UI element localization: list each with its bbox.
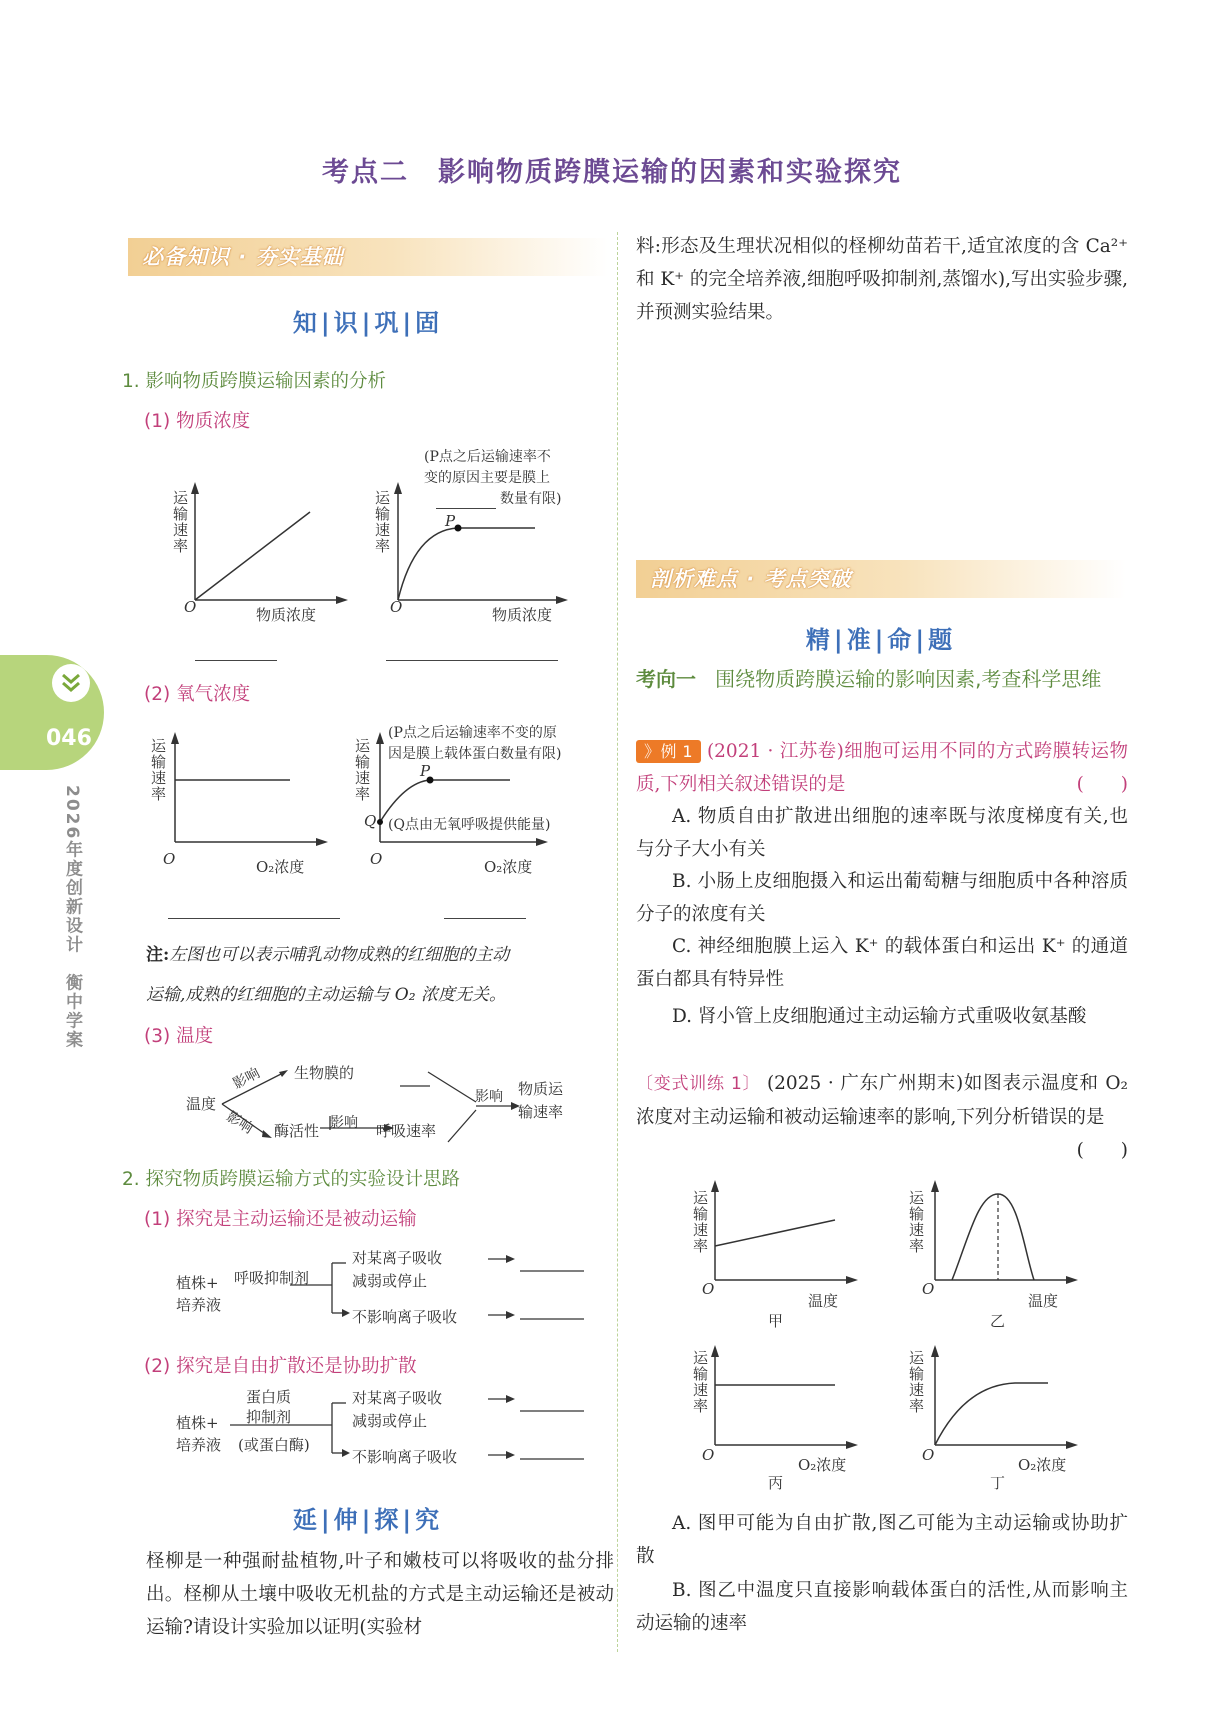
graph-bing — [700, 1345, 850, 1465]
section-banner-basics: 必备知识 · 夯实基础 — [128, 238, 608, 276]
direction-label: 考向一 — [636, 667, 696, 691]
g2-note-line1: (P点之后运输速率不 — [424, 449, 551, 465]
graph-ding — [920, 1345, 1070, 1465]
option-b: B. 小肠上皮细胞摄入和运出葡萄糖与细胞质中各种溶质分子的浓度有关 — [636, 871, 1128, 925]
answer-blank — [386, 660, 558, 661]
flow1-reagent: 呼吸抑制剂 — [234, 1269, 310, 1287]
answer-blank — [444, 918, 526, 919]
g-jia-caption: 甲 — [768, 1312, 784, 1330]
subheading-concentration: (1) 物质浓度 — [144, 411, 251, 432]
temp-influence-2: 影响 — [223, 1108, 256, 1138]
subhead-knowledge: 知|识|巩|固 — [292, 309, 444, 337]
g4-q-note: (Q点由无氧呼吸提供能量) — [388, 817, 551, 833]
g-jia-ylabel: 运输速率 — [691, 1190, 709, 1254]
subhead-extension: 延|伸|探|究 — [292, 1506, 444, 1534]
page-number: 046 — [46, 726, 92, 751]
g-jia-origin: O — [702, 1280, 715, 1298]
temp-influence-1: 影响 — [230, 1065, 263, 1093]
option-a: A. 物质自由扩散进出细胞的速率既与浓度梯度有关,也与分子大小有关 — [636, 806, 1128, 860]
g-ding-origin: O — [922, 1446, 935, 1464]
example-question — [636, 735, 1128, 801]
g-yi-xlabel: 温度 — [1028, 1292, 1059, 1310]
note-line2: 运输,成熟的红细胞的主动运输与 O₂ 浓度无关。 — [146, 985, 506, 1005]
g4-ylabel: 运输速率 — [353, 738, 371, 802]
g2-origin: O — [390, 598, 403, 616]
flow1-branch1a: 对某离子吸收 — [352, 1249, 443, 1267]
temp-label: 温度 — [186, 1095, 217, 1113]
flow1-branch1b: 减弱或停止 — [352, 1272, 428, 1290]
extension-paragraph-cont: 料:形态及生理状况相似的柽柳幼苗若干,适宜浓度的含 Ca²⁺ 和 K⁺ 的完全培养液,细胞呼吸抑制剂,蒸馏水),写出实验步骤,并预测实验结果。 — [636, 236, 1128, 323]
flow1-plant-2: 培养液 — [176, 1296, 222, 1314]
g4-note-line1: (P点之后运输速率不变的原 — [388, 725, 557, 741]
note-label: 注: — [146, 945, 170, 965]
example-stem: (2021 · 江苏卷)细胞可运用不同的方式跨膜转运物质,下列相关叙述错误的是 — [636, 741, 1128, 795]
answer-blank — [195, 660, 277, 661]
g1-ylabel: 运输速率 — [171, 490, 189, 554]
g-ding-xlabel: O₂浓度 — [1018, 1456, 1067, 1474]
variant-option-a: A. 图甲可能为自由扩散,图乙可能为主动运输或协助扩散 — [636, 1513, 1128, 1567]
answer-paren: ( ) — [1076, 774, 1128, 795]
subheading-temperature: (3) 温度 — [144, 1026, 214, 1047]
g4-note-line2: 因是膜上载体蛋白数量有限) — [388, 746, 562, 762]
temp-output-1: 物质运 — [518, 1080, 564, 1098]
g2-ylabel: 运输速率 — [373, 490, 391, 554]
variant-stem: (2025 · 广东广州期末)如图表示温度和 O₂ 浓度对主动运输和被动运输速率的影响,下列分析错误的是 — [636, 1073, 1128, 1128]
option-c: C. 神经细胞膜上运入 K⁺ 的载体蛋白和运出 K⁺ 的通道蛋白都具有特异性 — [636, 936, 1128, 990]
g-bing-origin: O — [702, 1446, 715, 1464]
g4-point-p: P — [420, 762, 431, 780]
heading-1: 1. 影响物质跨膜运输因素的分析 — [122, 371, 387, 392]
g-ding-ylabel: 运输速率 — [907, 1350, 925, 1414]
temp-influence-4: 影响 — [475, 1089, 503, 1105]
g2-note-line3: 数量有限) — [500, 491, 562, 507]
direction-text: 围绕物质跨膜运输的影响因素,考查科学思维 — [715, 667, 1102, 691]
temp-enzyme: 酶活性 — [274, 1122, 320, 1140]
flow2-branch1b: 减弱或停止 — [352, 1412, 428, 1430]
g4-point-q: Q — [364, 812, 377, 830]
subhead-precise: 精|准|命|题 — [805, 626, 957, 654]
chevron-down-icon — [52, 664, 90, 702]
answer-blank — [436, 508, 496, 509]
subheading-active-passive: (1) 探究是主动运输还是被动运输 — [144, 1209, 417, 1230]
flow2-plant-2: 培养液 — [176, 1436, 222, 1454]
answer-paren-2: ( ) — [1076, 1140, 1128, 1161]
subheading-free-facilitated: (2) 探究是自由扩散还是协助扩散 — [144, 1356, 417, 1377]
g3-xlabel: O₂浓度 — [256, 858, 305, 876]
variant-question — [636, 1067, 1128, 1167]
answer-blank — [168, 918, 340, 919]
note-line1: 左图也可以表示哺乳动物成熟的红细胞的主动 — [169, 945, 510, 965]
temp-membrane: 生物膜的 — [294, 1064, 355, 1082]
flow2-branch2: 不影响离子吸收 — [352, 1448, 458, 1466]
heading-2: 2. 探究物质跨膜运输方式的实验设计思路 — [122, 1169, 461, 1190]
g-ding-caption: 丁 — [990, 1474, 1006, 1492]
flow1-branch2: 不影响离子吸收 — [352, 1308, 458, 1326]
g-yi-origin: O — [922, 1280, 935, 1298]
variant-tag: 〔变式训练 1〕 — [636, 1074, 761, 1094]
g2-point-p: P — [445, 512, 456, 530]
flow2-reagent-3: (或蛋白酶) — [238, 1436, 310, 1454]
temp-output-2: 输速率 — [518, 1103, 564, 1121]
g2-xlabel: 物质浓度 — [492, 606, 553, 624]
g4-origin: O — [370, 850, 383, 868]
g3-origin: O — [163, 850, 176, 868]
g-jia-xlabel: 温度 — [808, 1292, 839, 1310]
g4-xlabel: O₂浓度 — [484, 858, 533, 876]
g-yi-caption: 乙 — [990, 1312, 1006, 1330]
note-paragraph — [146, 935, 614, 1015]
variant-option-b: B. 图乙中温度只直接影响载体蛋白的活性,从而影响主动运输的速率 — [636, 1580, 1128, 1634]
g1-xlabel: 物质浓度 — [256, 606, 317, 624]
g2-note-line2: 变的原因主要是膜上 — [424, 470, 550, 486]
g3-ylabel: 运输速率 — [149, 738, 167, 802]
flow2-reagent-2: 抑制剂 — [246, 1408, 292, 1426]
temp-respiration: 呼吸速率 — [376, 1122, 437, 1140]
temp-influence-3: 影响 — [330, 1115, 358, 1131]
g1-origin: O — [184, 598, 197, 616]
flow2-branch1a: 对某离子吸收 — [352, 1389, 443, 1407]
g-bing-ylabel: 运输速率 — [691, 1350, 709, 1414]
g-yi-ylabel: 运输速率 — [907, 1190, 925, 1254]
flow2-reagent-1: 蛋白质 — [246, 1388, 292, 1406]
page-title: 考点二 影响物质跨膜运输的因素和实验探究 — [322, 157, 902, 188]
g-bing-caption: 丙 — [768, 1474, 784, 1492]
direction-heading — [636, 662, 1128, 696]
flow1-plant-1: 植株+ — [176, 1274, 219, 1292]
graph-oxygen-constant — [140, 730, 340, 860]
g-bing-xlabel: O₂浓度 — [798, 1456, 847, 1474]
column-divider — [617, 232, 618, 1652]
section-banner-breakthrough: 剖析难点 · 考点突破 — [636, 560, 1126, 598]
example-tag: 》例 1 — [636, 740, 701, 763]
flow2-plant-1: 植株+ — [176, 1414, 219, 1432]
book-name: 2026年度创新设计 衡中学案 — [62, 785, 82, 1050]
option-d: D. 肾小管上皮细胞通过主动运输方式重吸收氨基酸 — [672, 1006, 1087, 1027]
extension-paragraph: 柽柳是一种强耐盐植物,叶子和嫩枝可以将吸收的盐分排出。柽柳从土壤中吸收无机盐的方式是主动运输还是被动运输?请设计实验加以证明(实验材 — [146, 1551, 614, 1638]
subheading-oxygen: (2) 氧气浓度 — [144, 684, 251, 705]
